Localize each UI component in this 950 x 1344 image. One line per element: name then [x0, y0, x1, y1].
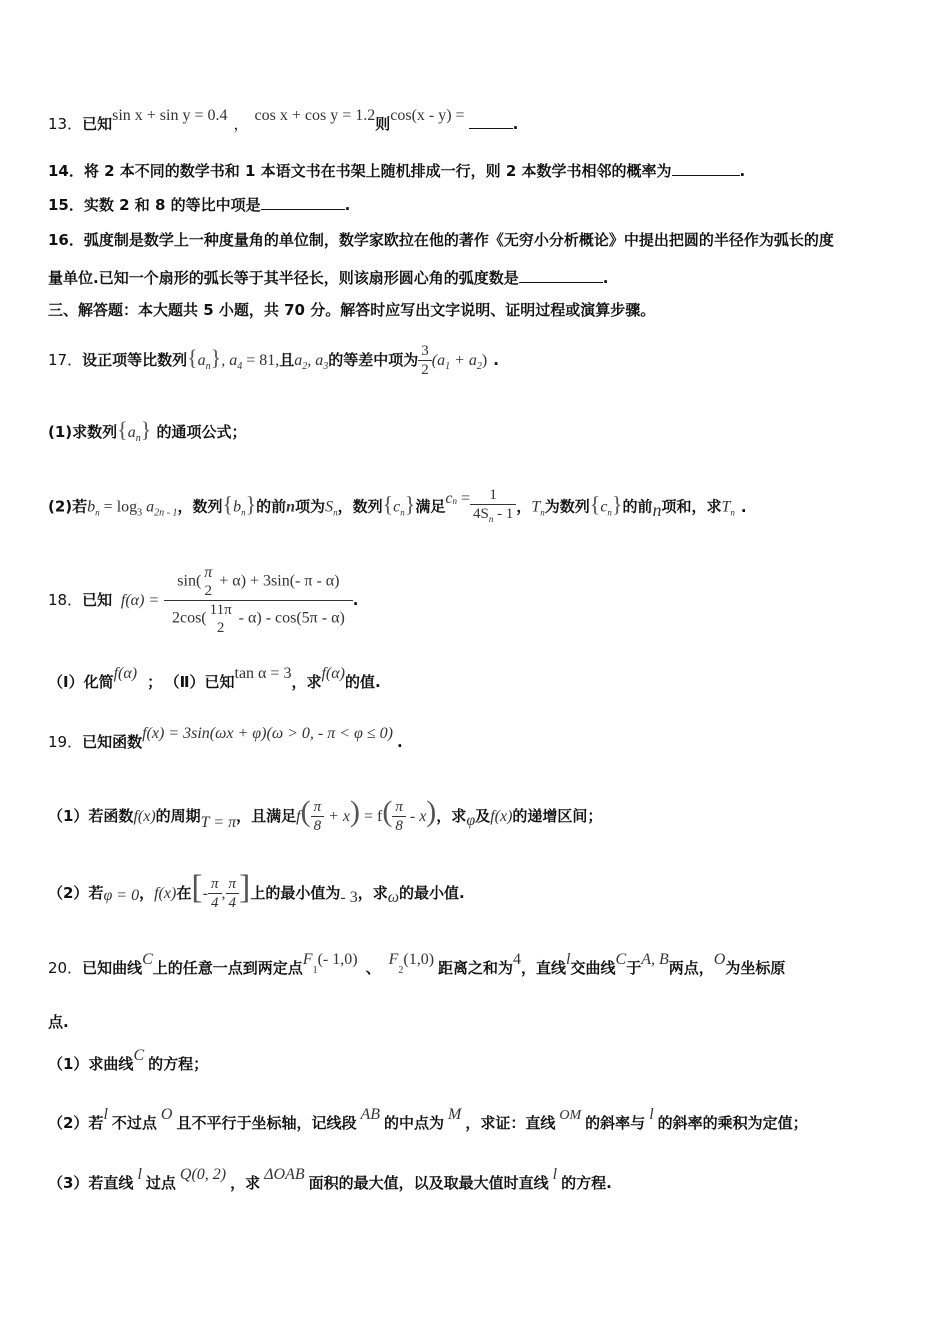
text-fragment: 为坐标原	[725, 959, 786, 977]
text-fragment: .	[602, 269, 609, 287]
text-fragment: .	[397, 733, 403, 751]
text-fragment: 4	[513, 951, 522, 968]
math-symbol: (	[382, 795, 393, 828]
text-fragment: f	[296, 808, 301, 825]
text-fragment: n	[135, 433, 141, 444]
text-fragment: 的斜率的乘积为定值；	[657, 1114, 808, 1132]
q13-cond1: sin x + sin y = 0.4	[112, 107, 228, 124]
text-fragment: 的最小值.	[399, 884, 465, 902]
text-fragment: n	[95, 507, 100, 518]
text-fragment: F	[302, 951, 313, 968]
text-fragment: 于	[626, 959, 642, 977]
text-fragment: 设正项等比数列	[82, 351, 188, 369]
question-19-part1	[48, 790, 602, 834]
math-symbol: ]	[239, 869, 251, 906]
text-fragment: M	[448, 1106, 462, 1123]
text-fragment: 8	[311, 816, 325, 835]
math-symbol: }	[404, 491, 416, 517]
question-20-line2: 点.	[48, 1013, 69, 1031]
text-fragment: + x	[324, 808, 350, 825]
text-fragment: 的等差中项为	[328, 351, 419, 369]
math-symbol	[208, 875, 222, 912]
text-fragment: ，求	[436, 807, 467, 825]
text-fragment: 14．将 2 本不同的数学书和 1 本语文书在书架上随机排成一行，则 2 本数学书相邻的概率为	[48, 162, 672, 180]
text-fragment: ΔOAB	[264, 1166, 305, 1183]
math-symbol	[418, 342, 432, 379]
question-16-line1	[48, 230, 834, 250]
text-fragment: n	[205, 361, 211, 372]
text-fragment: n	[607, 507, 612, 518]
text-fragment: O	[160, 1106, 173, 1123]
math-symbol: {	[117, 417, 128, 442]
question-18-parts	[48, 665, 381, 693]
text-fragment: f(x)	[490, 808, 513, 825]
text-fragment: 已知函数	[82, 733, 143, 751]
text-fragment: 则	[375, 115, 391, 133]
text-fragment: .	[512, 115, 519, 133]
math-symbol: (	[300, 795, 311, 828]
text-fragment: C	[133, 1047, 145, 1064]
text-fragment: =	[456, 489, 470, 507]
text-fragment: a	[197, 352, 206, 369]
text-fragment: 满足	[415, 497, 446, 516]
text-fragment: c	[600, 498, 608, 516]
text-fragment: ，求	[230, 1174, 261, 1192]
math-symbol: )	[349, 795, 360, 828]
math-symbol: {	[187, 345, 198, 370]
text-fragment: n	[333, 507, 338, 518]
question-14	[48, 161, 745, 181]
text-fragment: 4	[237, 361, 243, 372]
text-fragment: S	[325, 498, 334, 516]
text-fragment: 的前	[622, 497, 653, 516]
text-fragment: C	[142, 951, 153, 968]
text-fragment: 4S	[472, 506, 489, 522]
text-fragment: T = π	[200, 814, 237, 831]
question-20-part3	[48, 1166, 612, 1194]
text-fragment: .	[740, 497, 747, 516]
math-symbol: {	[222, 491, 234, 517]
text-fragment: f(x)	[154, 885, 177, 902]
text-fragment: ，直线	[521, 959, 567, 977]
math-symbol: }	[210, 345, 222, 370]
text-fragment: （1）求曲线	[48, 1055, 134, 1073]
text-fragment: (a	[431, 352, 446, 369]
text-fragment: a	[142, 498, 155, 516]
text-fragment: 20．	[48, 959, 83, 977]
math-symbol: {	[382, 491, 394, 517]
text-fragment: l	[552, 1166, 558, 1183]
question-19	[48, 725, 403, 753]
text-fragment: 19．	[48, 733, 83, 751]
text-fragment: 在	[176, 884, 192, 902]
math-symbol	[164, 600, 353, 637]
text-fragment: 15．实数 2 和 8 的等比中项是	[48, 196, 261, 214]
math-symbol	[392, 798, 406, 835]
text-fragment: T	[531, 498, 541, 516]
text-fragment: 已知曲线	[82, 959, 143, 977]
math-symbol: )	[426, 795, 437, 828]
math-symbol	[164, 564, 353, 600]
text-fragment: f(x)	[133, 808, 156, 825]
text-fragment: 2cos(	[171, 609, 207, 627]
text-fragment: ，数列	[177, 497, 223, 516]
text-fragment: .	[344, 196, 351, 214]
text-fragment: （1）若函数	[48, 807, 134, 825]
math-symbol	[201, 564, 215, 600]
math-symbol: }	[245, 491, 257, 517]
text-fragment: F	[388, 951, 399, 968]
text-fragment: π	[210, 876, 219, 892]
text-fragment: ，	[233, 115, 249, 133]
text-fragment: ，且满足	[236, 807, 297, 825]
text-fragment: ω	[387, 889, 399, 906]
text-fragment: 的方程；	[148, 1055, 209, 1073]
text-fragment: c	[445, 489, 453, 507]
text-fragment: 的通项公式；	[156, 423, 247, 441]
text-fragment: a	[294, 352, 303, 369]
text-fragment: （2）若	[48, 884, 104, 902]
text-fragment: b	[87, 498, 96, 516]
text-fragment: 2n - 1	[154, 507, 178, 519]
text-fragment: （Ⅱ）已知	[172, 673, 235, 691]
text-fragment: ，求证：直线	[465, 1114, 556, 1132]
text-fragment: f(α)	[321, 665, 345, 682]
text-fragment: 不过点	[111, 1114, 157, 1132]
text-fragment: A, B	[641, 951, 669, 968]
text-fragment: 的方程.	[561, 1174, 612, 1192]
text-fragment: - 1	[493, 506, 514, 522]
text-fragment: (1)	[48, 423, 73, 441]
text-fragment: 、	[365, 959, 381, 977]
text-fragment: 的周期	[155, 807, 201, 825]
math-symbol: ,	[221, 885, 226, 902]
text-fragment: ，	[139, 884, 155, 902]
text-fragment: 距离之和为	[438, 959, 514, 977]
text-fragment: .	[493, 351, 499, 369]
math-symbol	[470, 504, 516, 528]
text-fragment: 2	[302, 361, 308, 372]
text-fragment: 1	[489, 487, 497, 503]
math-symbol: [	[191, 869, 203, 906]
question-17	[48, 338, 499, 378]
text-fragment: 4	[226, 893, 240, 912]
text-fragment: T	[721, 498, 731, 516]
q13-cond2: cos x + cos y = 1.2	[254, 107, 376, 124]
text-fragment: - α) - cos(5π - α)	[234, 609, 345, 627]
text-fragment: l	[566, 951, 571, 968]
text-fragment: 量单位.已知一个扇形的弧长等于其半径长，则该扇形圆心角的弧度数是	[48, 269, 519, 287]
text-fragment: 两点，	[668, 959, 714, 977]
math-symbol	[470, 486, 516, 528]
text-fragment: (2)	[48, 497, 73, 516]
text-fragment: c	[393, 498, 401, 516]
text-fragment: l	[103, 1106, 108, 1123]
text-fragment: - x	[405, 808, 427, 825]
answer-blank[interactable]	[672, 161, 740, 176]
text-fragment: 已知	[82, 115, 113, 133]
text-fragment: 2	[216, 620, 225, 636]
text-fragment: OM	[559, 1108, 582, 1123]
text-fragment: 上的最小值为	[250, 884, 341, 902]
text-fragment: π	[204, 564, 213, 581]
question-20-part2	[48, 1106, 808, 1135]
math-symbol	[207, 601, 235, 637]
text-fragment: φ = 0	[103, 887, 140, 904]
text-fragment: f(α) =	[120, 592, 160, 609]
text-fragment: n	[452, 495, 457, 506]
text-fragment: 过点	[145, 1174, 176, 1192]
text-fragment: 3	[137, 507, 143, 519]
section-heading: 三、解答题：本大题共 5 小题，共 70 分。解答时应写出文字说明、证明过程或演算步骤。	[48, 301, 656, 319]
text-fragment: n	[652, 499, 662, 520]
text-fragment: 为数列	[544, 497, 590, 516]
text-fragment: n	[540, 507, 545, 518]
text-fragment: 16．弧度制是数学上一种度量角的单位制，数学家欧拉在他的著作《无穷小分析概论》中提出把圆的半径作为弧长的度	[48, 231, 834, 249]
text-fragment: 上的任意一点到两定点	[152, 959, 303, 977]
text-fragment: -	[202, 885, 208, 902]
text-fragment: 项和，求	[661, 497, 722, 516]
question-19-part2	[48, 864, 465, 912]
text-fragment: a	[127, 424, 136, 441]
text-fragment: 18．	[48, 591, 83, 609]
text-fragment: n	[730, 507, 735, 518]
text-fragment: 已知	[82, 591, 113, 609]
math-symbol: }	[140, 417, 152, 442]
text-fragment: 的前	[256, 497, 287, 516]
question-15	[48, 195, 350, 215]
text-fragment: ，求	[291, 673, 322, 691]
text-fragment: ，	[516, 497, 532, 516]
text-fragment: （Ⅰ）化简	[48, 673, 114, 691]
answer-blank[interactable]	[469, 114, 513, 129]
question-20	[48, 951, 786, 985]
text-fragment: 4	[208, 893, 222, 912]
text-fragment: 项为	[295, 497, 326, 516]
text-fragment: 及	[475, 807, 491, 825]
text-fragment: f(x) = 3sin(ωx + φ)(ω > 0, - π < φ ≤ 0)	[142, 725, 394, 742]
text-fragment: π	[228, 876, 237, 892]
text-fragment: l	[649, 1106, 654, 1123]
text-fragment: sin(	[177, 572, 202, 590]
text-fragment: (- 1,0)	[317, 951, 358, 968]
text-fragment: 2	[398, 965, 404, 976]
text-fragment: ，求	[357, 884, 388, 902]
math-symbol: {	[589, 491, 601, 517]
text-fragment: ，数列	[337, 497, 383, 516]
text-fragment: - 3	[340, 889, 358, 906]
text-fragment: 2	[418, 360, 432, 379]
text-fragment: + α) + 3sin(- π - α)	[215, 572, 340, 590]
text-fragment: = log	[99, 498, 138, 516]
answer-blank[interactable]	[261, 195, 345, 210]
text-fragment: n	[400, 507, 405, 518]
text-fragment: , a	[221, 352, 238, 369]
text-fragment: 面积的最大值，以及取最大值时直线	[308, 1174, 549, 1192]
text-fragment: O	[713, 951, 726, 968]
text-fragment: C	[615, 951, 627, 968]
question-17-part2	[48, 486, 747, 522]
answer-blank[interactable]	[519, 268, 603, 283]
text-fragment: 的中点为	[384, 1114, 445, 1132]
text-fragment: 8	[392, 816, 406, 835]
text-fragment: 交曲线	[570, 959, 616, 977]
text-fragment: , a	[307, 352, 324, 369]
text-fragment: 且	[279, 351, 295, 369]
text-fragment: 的递增区间；	[512, 807, 603, 825]
text-fragment: l	[137, 1166, 142, 1183]
text-fragment: 求数列	[72, 423, 118, 441]
text-fragment: π	[313, 799, 322, 815]
text-fragment: .	[352, 591, 359, 609]
text-fragment: n	[286, 498, 296, 516]
text-fragment: 2	[204, 583, 213, 599]
math-symbol	[226, 875, 240, 912]
text-fragment: tan α = 3	[234, 665, 292, 682]
text-fragment: （2）若	[48, 1114, 104, 1132]
text-fragment: 且不平行于坐标轴，记线段	[176, 1114, 357, 1132]
text-fragment: + a	[450, 352, 477, 369]
text-fragment: 2	[476, 361, 482, 372]
text-fragment: 的斜率与	[585, 1114, 646, 1132]
text-fragment: Q(0, 2)	[179, 1166, 227, 1183]
question-20-part1	[48, 1047, 209, 1075]
text-fragment: (1,0)	[403, 951, 435, 968]
text-fragment: = 81,	[242, 352, 280, 369]
text-fragment: = f	[359, 808, 383, 825]
text-fragment: 11π	[209, 602, 232, 618]
text-fragment: f(α)	[113, 665, 138, 682]
text-fragment: b	[233, 498, 242, 516]
text-fragment: （3）若直线	[48, 1174, 134, 1192]
question-18	[48, 560, 359, 640]
text-fragment: 17．	[48, 351, 83, 369]
text-fragment: )	[481, 352, 488, 369]
text-fragment: 1	[445, 361, 451, 372]
math-symbol	[311, 798, 325, 835]
text-fragment: 若	[72, 497, 88, 516]
text-fragment: n	[488, 514, 494, 524]
text-fragment: AB	[360, 1106, 381, 1123]
question-17-part1	[48, 417, 247, 449]
question-13	[48, 107, 519, 135]
math-symbol: }	[611, 491, 623, 517]
text-fragment: .	[739, 162, 746, 180]
math-symbol	[164, 564, 353, 637]
text-fragment: 3	[421, 343, 429, 359]
text-fragment: 13．	[48, 115, 83, 133]
text-fragment: π	[395, 799, 403, 815]
question-16-line2	[48, 268, 608, 288]
text-fragment: ；	[147, 673, 163, 691]
q13-expr: cos(x - y) =	[390, 107, 465, 124]
text-fragment: 1	[312, 965, 318, 976]
text-fragment: 的值.	[344, 673, 381, 691]
text-fragment: φ	[466, 812, 476, 829]
text-fragment: 3	[323, 361, 329, 372]
text-fragment: n	[241, 507, 246, 518]
